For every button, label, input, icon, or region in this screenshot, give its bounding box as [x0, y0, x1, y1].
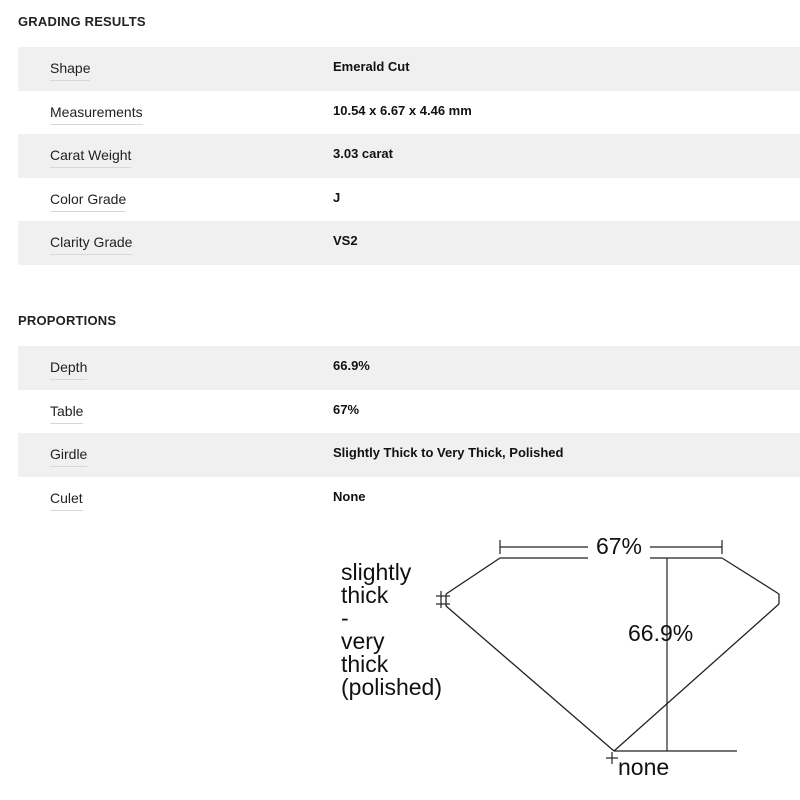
proportions-heading: PROPORTIONS — [18, 313, 117, 328]
diamond-outline — [446, 558, 779, 751]
depth-label: Depth — [50, 359, 87, 380]
table-row — [18, 47, 800, 91]
carat-weight-value: 3.03 carat — [333, 146, 393, 161]
table-row — [18, 477, 800, 521]
shape-label: Shape — [50, 60, 90, 81]
carat-weight-label: Carat Weight — [50, 147, 131, 168]
culet-label: Culet — [50, 490, 83, 511]
color-grade-label: Color Grade — [50, 191, 126, 212]
table-row — [18, 390, 800, 434]
grading-results-table — [18, 47, 800, 265]
girdle-text-line: (polished) — [341, 674, 442, 700]
table-value: 67% — [333, 401, 360, 417]
grading-results-heading: GRADING RESULTS — [18, 14, 146, 29]
depth-value: 66.9% — [333, 358, 370, 373]
table-row — [18, 433, 800, 477]
culet-none-label: none — [618, 754, 670, 780]
proportions-table — [18, 346, 800, 520]
table-row — [18, 221, 800, 265]
color-grade-value: J — [333, 189, 341, 205]
proportions-diagram — [0, 520, 800, 800]
girdle-text-line: thick — [341, 582, 389, 608]
culet-value: None — [333, 488, 366, 504]
girdle-text-line: slightly — [341, 559, 412, 585]
measurement-lines — [436, 540, 737, 764]
measurements-value: 10.54 x 6.67 x 4.46 mm — [333, 102, 472, 118]
girdle-text-line: - — [341, 605, 349, 631]
clarity-grade-label: Clarity Grade — [50, 234, 132, 255]
left-crown-edge — [446, 558, 500, 594]
left-pavilion-edge — [446, 606, 614, 751]
shape-value: Emerald Cut — [333, 59, 410, 74]
girdle-text-line: very — [341, 628, 385, 654]
table-row — [18, 178, 800, 222]
table-row — [18, 346, 800, 390]
clarity-grade-value: VS2 — [333, 233, 358, 248]
right-crown-edge — [722, 558, 779, 594]
depth-percent-label: 66.9% — [628, 620, 694, 646]
table-row — [18, 134, 800, 178]
table-label: Table — [50, 403, 83, 424]
girdle-value: Slightly Thick to Very Thick, Polished — [333, 445, 564, 460]
table-row — [18, 91, 800, 135]
girdle-label: Girdle — [50, 446, 87, 467]
measurements-label: Measurements — [50, 104, 143, 125]
girdle-text-line: thick — [341, 651, 389, 677]
girdle-description — [341, 559, 442, 700]
table-percent-label: 67% — [595, 533, 643, 559]
